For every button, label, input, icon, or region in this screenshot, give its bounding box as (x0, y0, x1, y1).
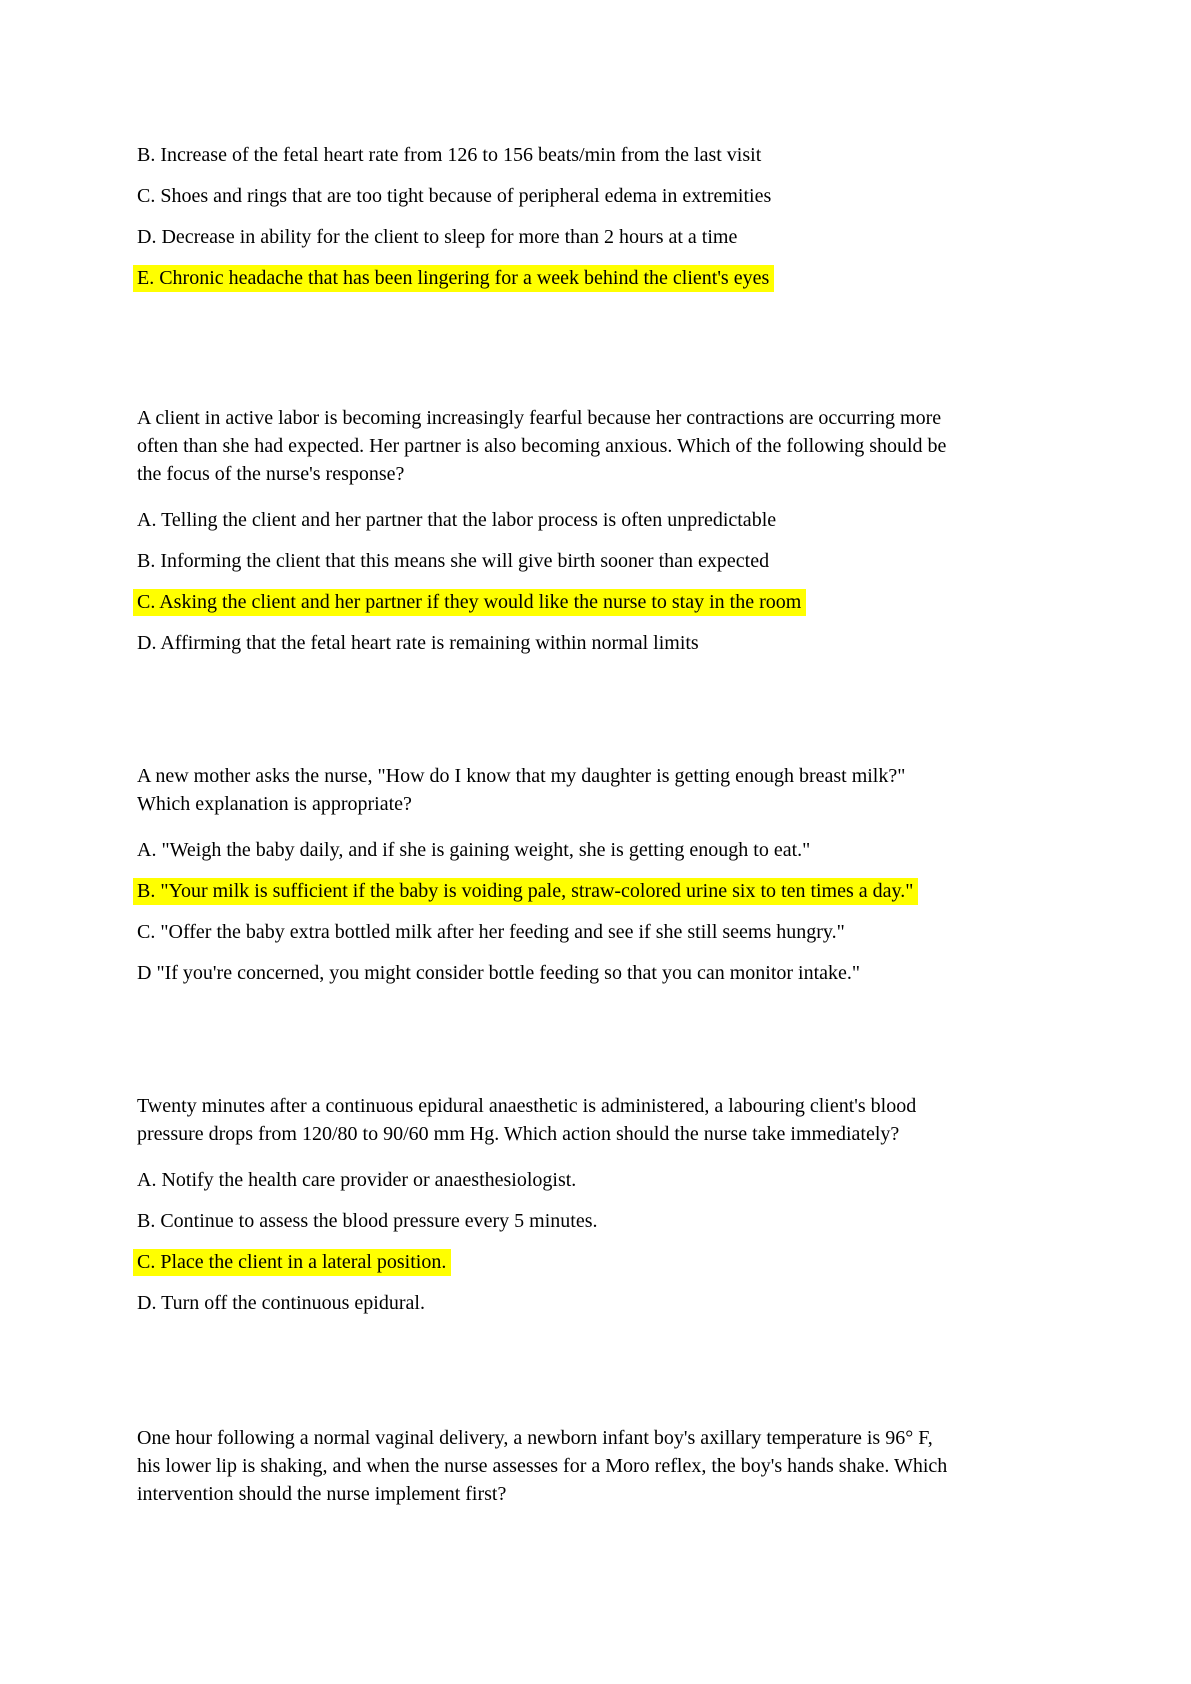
question-block-2 (137, 404, 1137, 670)
question-stem (137, 1092, 1137, 1148)
highlighted-option-text: C. Asking the client and her partner if they would like the nurse to stay in the room (133, 589, 806, 616)
option-text: D "If you're concerned, you might consider bottle feeding so that you can monitor intake." (137, 962, 861, 984)
highlighted-option-text: E. Chronic headache that has been lingering for a week behind the client's eyes (133, 265, 774, 292)
question-stem-line: A client in active labor is becoming increasingly fearful because her contractions are occurring more (137, 407, 942, 429)
answer-option-b (137, 141, 1137, 169)
question-block-1 (137, 141, 1137, 305)
answer-option-b (137, 547, 1137, 575)
answer-options (137, 506, 1137, 657)
answer-options (137, 141, 1137, 292)
question-stem (137, 404, 1137, 488)
answer-option-d (137, 223, 1137, 251)
answer-option-c-highlighted (137, 1248, 1137, 1276)
question-stem-line: his lower lip is shaking, and when the nurse assesses for a Moro reflex, the boy's hands shake. Which (137, 1455, 948, 1477)
option-text: B. Informing the client that this means she will give birth sooner than expected (137, 550, 770, 572)
question-stem-line: pressure drops from 120/80 to 90/60 mm Hg. Which action should the nurse take immediately? (137, 1123, 900, 1145)
answer-options (137, 836, 1137, 987)
question-stem-line: often than she had expected. Her partner is also becoming anxious. Which of the following should be (137, 435, 947, 457)
answer-option-a (137, 506, 1137, 534)
option-text: C. Shoes and rings that are too tight because of peripheral edema in extremities (137, 185, 772, 207)
answer-option-b (137, 1207, 1137, 1235)
option-text: A. Telling the client and her partner that the labor process is often unpredictable (137, 509, 777, 531)
question-stem-line: Which explanation is appropriate? (137, 793, 412, 815)
answer-option-c (137, 918, 1137, 946)
answer-option-a (137, 1166, 1137, 1194)
answer-option-b-highlighted (137, 877, 1137, 905)
answer-option-d (137, 1289, 1137, 1317)
answer-option-a (137, 836, 1137, 864)
highlighted-option-text: C. Place the client in a lateral position. (133, 1249, 451, 1276)
option-text: D. Decrease in ability for the client to sleep for more than 2 hours at a time (137, 226, 738, 248)
question-block-3 (137, 762, 1137, 1000)
question-stem-line: One hour following a normal vaginal delivery, a newborn infant boy's axillary temperature is 96° F, (137, 1427, 933, 1449)
answer-option-d (137, 959, 1137, 987)
option-text: D. Affirming that the fetal heart rate is remaining within normal limits (137, 632, 699, 654)
answer-option-d (137, 629, 1137, 657)
question-stem-line: A new mother asks the nurse, "How do I know that my daughter is getting enough breast milk?" (137, 765, 906, 787)
question-stem (137, 762, 1137, 818)
option-text: A. "Weigh the baby daily, and if she is gaining weight, she is getting enough to eat." (137, 839, 811, 861)
question-block-5 (137, 1424, 1137, 1508)
answer-option-c (137, 182, 1137, 210)
highlighted-option-text: B. "Your milk is sufficient if the baby is voiding pale, straw-colored urine six to ten times a day." (133, 878, 918, 905)
option-text: A. Notify the health care provider or anaesthesiologist. (137, 1169, 577, 1191)
question-block-4 (137, 1092, 1137, 1330)
question-stem-line: intervention should the nurse implement first? (137, 1483, 507, 1505)
answer-options (137, 1166, 1137, 1317)
option-text: C. "Offer the baby extra bottled milk after her feeding and see if she still seems hungry." (137, 921, 845, 943)
answer-option-e-highlighted (137, 264, 1137, 292)
option-text: D. Turn off the continuous epidural. (137, 1292, 425, 1314)
question-stem-line: Twenty minutes after a continuous epidural anaesthetic is administered, a labouring client's blood (137, 1095, 917, 1117)
question-stem-line: the focus of the nurse's response? (137, 463, 405, 485)
option-text: B. Continue to assess the blood pressure every 5 minutes. (137, 1210, 598, 1232)
question-stem (137, 1424, 1137, 1508)
option-text: B. Increase of the fetal heart rate from 126 to 156 beats/min from the last visit (137, 144, 762, 166)
answer-option-c-highlighted (137, 588, 1137, 616)
